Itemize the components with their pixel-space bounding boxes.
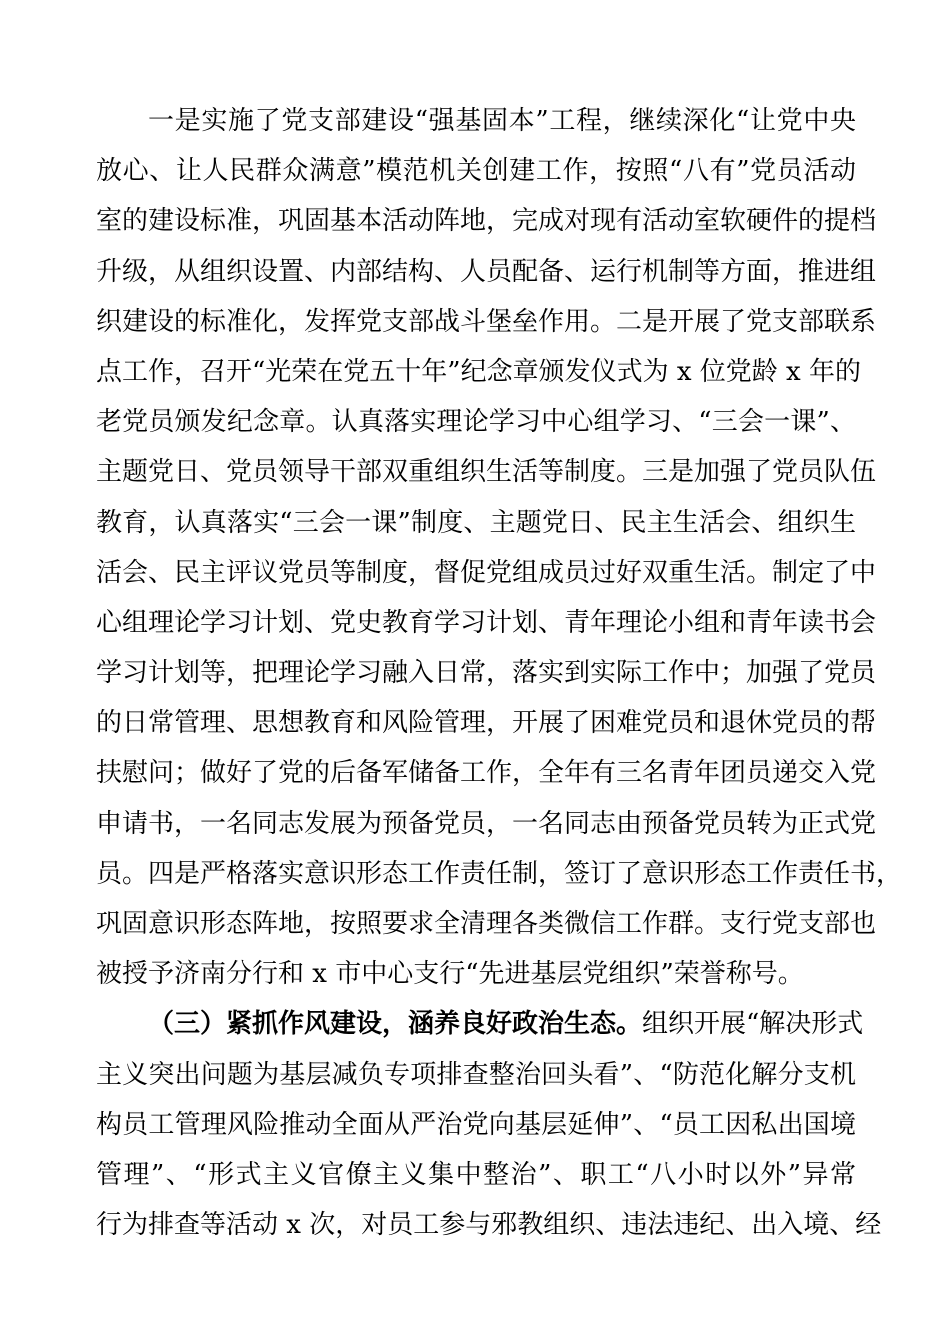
text-line: 学习计划等，把理论学习融入日常，落实到实际工作中；加强了党员: [96, 658, 877, 689]
paragraph-work-style-building: [96, 999, 882, 1250]
text-line: 老党员颁发纪念章。认真落实理论学习中心组学习、“三会一课”、: [96, 407, 856, 438]
text-line: 申请书，一名同志发展为预备党员，一名同志由预备党员转为正式党: [96, 808, 877, 839]
text-line: 主义突出问题为基层减负专项排查整治回头看”、“防范化解分支机: [96, 1059, 856, 1090]
text-line: 巩固意识形态阵地，按照要求全清理各类微信工作群。支行党支部也: [96, 909, 877, 939]
text-line: 员。四是严格落实意识形态工作责任制，签订了意识形态工作责任书，: [96, 858, 903, 889]
text-line: 室的建设标准，巩固基本活动阵地，完成对现有活动室软硬件的提档: [96, 206, 877, 237]
text-line: 活会、民主评议党员等制度，督促党组成员过好双重生活。制定了中: [96, 557, 877, 588]
document-page: [96, 96, 903, 1250]
paragraph-party-branch-building: [96, 96, 903, 999]
section-heading: （三）紧抓作风建设，涵养良好政治生态。: [148, 1009, 643, 1040]
text-line: 一是实施了党支部建设“强基固本”工程，继续深化“让党中央: [148, 106, 856, 136]
text-line-with-heading: [96, 999, 864, 1049]
text-line: 点工作，召开“光荣在党五十年”纪念章颁发仪式为 x 位党龄 x 年的: [96, 356, 861, 387]
text-line: 扶慰问；做好了党的后备军储备工作，全年有三名青年团员递交入党: [96, 758, 877, 789]
text-line: 行为排查等活动 x 次，对员工参与邪教组织、违法违纪、出入境、经: [96, 1210, 882, 1241]
text-line: 的日常管理、思想教育和风险管理，开展了困难党员和退休党员的帮: [96, 708, 877, 739]
text-line: 升级，从组织设置、内部结构、人员配备、运行机制等方面，推进组: [96, 256, 877, 287]
text-line: 被授予济南分行和 x 市中心支行“先进基层党组织”荣誉称号。: [96, 959, 804, 990]
text-segment: 组织开展“解决形式: [642, 1009, 864, 1040]
text-line: 构员工管理风险推动全面从严治党向基层延伸”、“员工因私出国境: [96, 1109, 856, 1140]
text-line: 管理”、“形式主义官僚主义集中整治”、职工“八小时以外”异常: [96, 1159, 856, 1190]
text-line: 主题党日、党员领导干部双重组织生活等制度。三是加强了党员队伍: [96, 457, 877, 488]
text-line: 心组理论学习计划、党史教育学习计划、青年理论小组和青年读书会: [96, 607, 877, 638]
text-line: 教育，认真落实“三会一课”制度、主题党日、民主生活会、组织生: [96, 507, 856, 538]
text-line: 织建设的标准化，发挥党支部战斗堡垒作用。二是开展了党支部联系: [96, 306, 877, 337]
text-line: 放心、让人民群众满意”模范机关创建工作，按照“八有”党员活动: [96, 156, 856, 187]
